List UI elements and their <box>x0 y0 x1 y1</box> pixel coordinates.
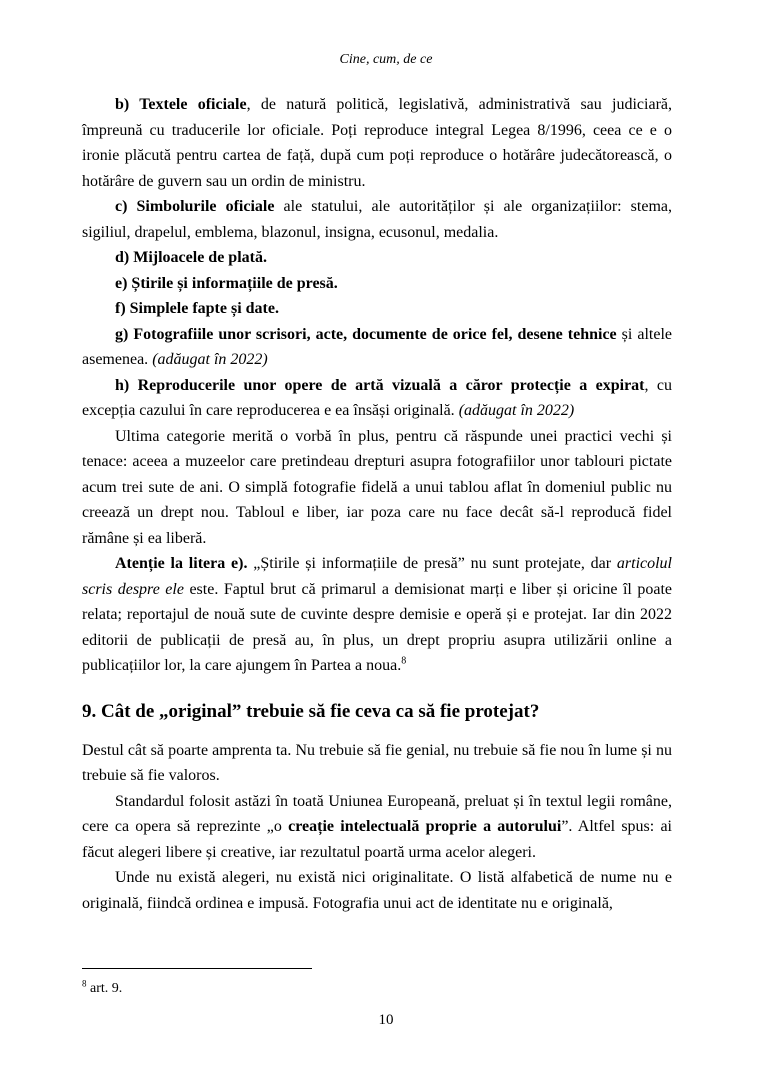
page-number: 10 <box>378 1012 394 1028</box>
paragraph-atentie <box>82 551 672 679</box>
atentie-lead: Atenție la litera e). <box>115 555 248 572</box>
standardul-bold: creație intelectuală proprie a autorului <box>288 818 562 835</box>
item-g-text: și altele asemenea. <box>82 325 673 368</box>
item-g-label: g) Fotografiile unor scrisori, acte, documente de orice fel, desene tehnice <box>115 325 617 343</box>
section-heading: 9. Cât de „original” trebuie să fie ceva ca să fie protejat? <box>82 700 540 722</box>
item-d-label: d) Mijloacele de plată. <box>115 249 267 266</box>
item-b-label: b) Textele oficiale <box>115 96 247 113</box>
item-e-label: e) Știrile și informațiile de presă. <box>115 274 338 292</box>
item-h <box>82 373 672 424</box>
footnote-number: 8 <box>82 978 87 989</box>
item-b-text: , de natură politică, legislativă, administrativă sau judiciară, împreună cu traducerile lor oficiale. Poți reproduce integral Legea 8/1996, ceea ce e o ironie plăcută pentru cartea de față, după cum poți reproduce o hotărâre judecătorească, o hotărâre de guvern sau un ordin de ministru. <box>82 96 672 190</box>
item-g-note: (adăugat în 2022) <box>152 351 268 368</box>
atentie-part2: este. Faptul brut că primarul a demisionat marți e liber și oricine îl poate relata; reportajul de nouă sute de cuvinte despre demisie e operă și e protejat. Iar din 2022 editorii de publicații de presă au, în plus, un drept propriu asupra utilizării online a publicațiilor lor, la care ajungem în Partea a noua. <box>82 580 673 674</box>
atentie-italic: articolul scris despre ele <box>82 555 672 598</box>
standardul-part1: Standardul folosit astăzi în toată Uniunea Europeană, preluat și în textul legii române, cere ca opera să reprezinte „o <box>82 792 672 835</box>
standardul-part2: ”. Altfel spus: ai făcut alegeri libere și creative, iar rezultatul poartă urma acelor alegeri. <box>82 818 673 861</box>
item-e <box>82 271 672 297</box>
footnote <box>82 980 122 998</box>
paragraph-ultima: Ultima categorie merită o vorbă în plus, pentru că răspunde unei practici vechi și tenace: aceea a muzeelor care pretindeau drepturi asupra fotografiilor unor tablouri pictate acum trei sute de ani. O simplă fotografie fidelă a unui tablou aflat în domeniul public nu creează un drept nou. Tabloul e liber, iar poza care nu face decât să-l reproducă fidel rămâne și ea liberă. <box>82 427 672 547</box>
page-body <box>82 92 672 916</box>
paragraph-destul: Destul cât să poarte amprenta ta. Nu trebuie să fie genial, nu trebuie să fie nou în lume și nu trebuie să fie valoros. <box>82 741 672 784</box>
paragraph-standardul <box>82 789 672 866</box>
paragraph-unde: Unde nu există alegeri, nu există nici originalitate. O listă alfabetică de nume nu e originală, fiindcă ordinea e impusă. Fotografia unui act de identitate nu e originală, <box>82 869 672 912</box>
item-d <box>82 245 672 271</box>
item-h-note: (adăugat în 2022) <box>458 402 575 419</box>
footnote-reference[interactable]: 8 <box>401 655 407 667</box>
item-c-label: c) Simbolurile oficiale <box>115 198 275 215</box>
item-f-label: f) Simplele fapte și date. <box>115 300 279 317</box>
item-c <box>82 194 672 245</box>
item-g <box>82 322 672 373</box>
atentie-part1: „Știrile și informațiile de presă” nu sunt protejate, dar <box>247 555 617 572</box>
item-h-text: , cu excepția cazului în care reproducerea e ea însăși originală. <box>82 376 673 419</box>
item-f <box>82 296 672 322</box>
footnote-separator <box>82 968 312 969</box>
item-c-text: ale statului, ale autorităților și ale organizațiilor: stema, sigiliul, drapelul, emblema, blazonul, insigna, ecusonul, medalia. <box>82 198 673 241</box>
running-header: Cine, cum, de ce <box>339 52 433 67</box>
footnote-text: art. 9. <box>86 981 123 996</box>
item-h-label: h) Reproducerile unor opere de artă vizuală a căror protecție a expirat <box>115 376 645 394</box>
item-b <box>82 92 672 194</box>
